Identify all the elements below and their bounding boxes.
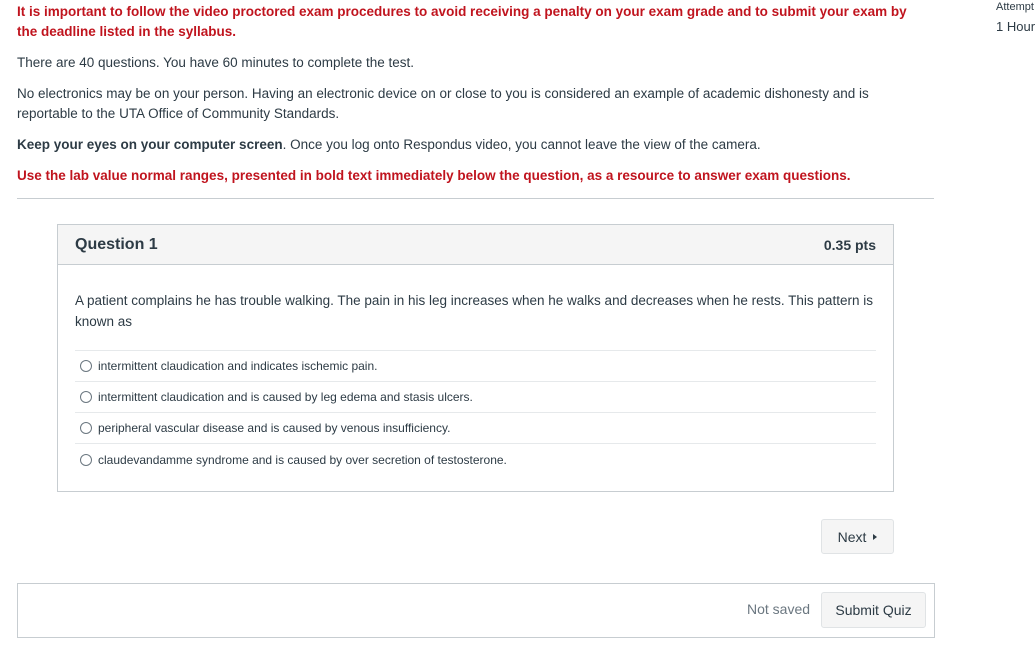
camera-policy (17, 135, 917, 155)
question-header (58, 225, 893, 265)
radio-button[interactable] (80, 360, 92, 372)
answer-label: peripheral vascular disease and is caused by venous insufficiency. (98, 421, 451, 435)
next-button-label: Next (837, 528, 867, 545)
radio-button[interactable] (80, 454, 92, 466)
caret-right-icon (873, 534, 877, 540)
proctoring-warning: It is important to follow the video proctored exam procedures to avoid receiving a penalty on your exam grade and to submit your exam by the deadline listed in the syllabus. (17, 4, 907, 39)
submit-quiz-button[interactable] (821, 592, 926, 628)
attempt-panel (996, 0, 1036, 36)
quiz-instructions (17, 2, 917, 186)
electronics-policy: No electronics may be on your person. Having an electronic device on or close to you is considered an example of academic dishonesty and is reportable to the UTA Office of Community Standards. (17, 86, 869, 121)
lab-values-note: Use the lab value normal ranges, presented in bold text immediately below the question, as a resource to answer exam questions. (17, 168, 851, 183)
answer-option[interactable] (75, 351, 876, 382)
submit-quiz-label: Submit Quiz (835, 602, 912, 618)
answer-label: intermittent claudication and is caused by leg edema and stasis ulcers. (98, 390, 473, 404)
save-status: Not saved (747, 601, 811, 617)
answer-option[interactable] (75, 413, 876, 444)
answer-label: intermittent claudication and indicates ischemic pain. (98, 359, 378, 373)
time-info: There are 40 questions. You have 60 minutes to complete the test. (17, 55, 415, 70)
radio-button[interactable] (80, 422, 92, 434)
attempt-label: Attempt (996, 1, 1034, 13)
question-text: A patient complains he has trouble walking. The pain in his leg increases when he walks and decreases when he rests. This pattern is known as (75, 293, 873, 329)
answer-option[interactable] (75, 382, 876, 413)
answer-label: claudevandamme syndrome and is caused by over secretion of testosterone. (98, 452, 507, 467)
question-points: 0.35 pts (823, 236, 876, 253)
answer-list (75, 350, 876, 475)
question-card (57, 224, 894, 492)
attempt-time-limit: 1 Hour (996, 19, 1036, 34)
next-button[interactable] (821, 519, 894, 554)
question-title: Question 1 (75, 235, 158, 253)
radio-button[interactable] (80, 391, 92, 403)
camera-policy-bold: Keep your eyes on your computer screen (17, 137, 283, 152)
answer-option[interactable] (75, 444, 876, 475)
quiz-footer (17, 583, 935, 638)
instructions-divider (17, 198, 934, 199)
question-body (58, 265, 893, 475)
camera-policy-rest: . Once you log onto Respondus video, you cannot leave the view of the camera. (282, 137, 761, 152)
